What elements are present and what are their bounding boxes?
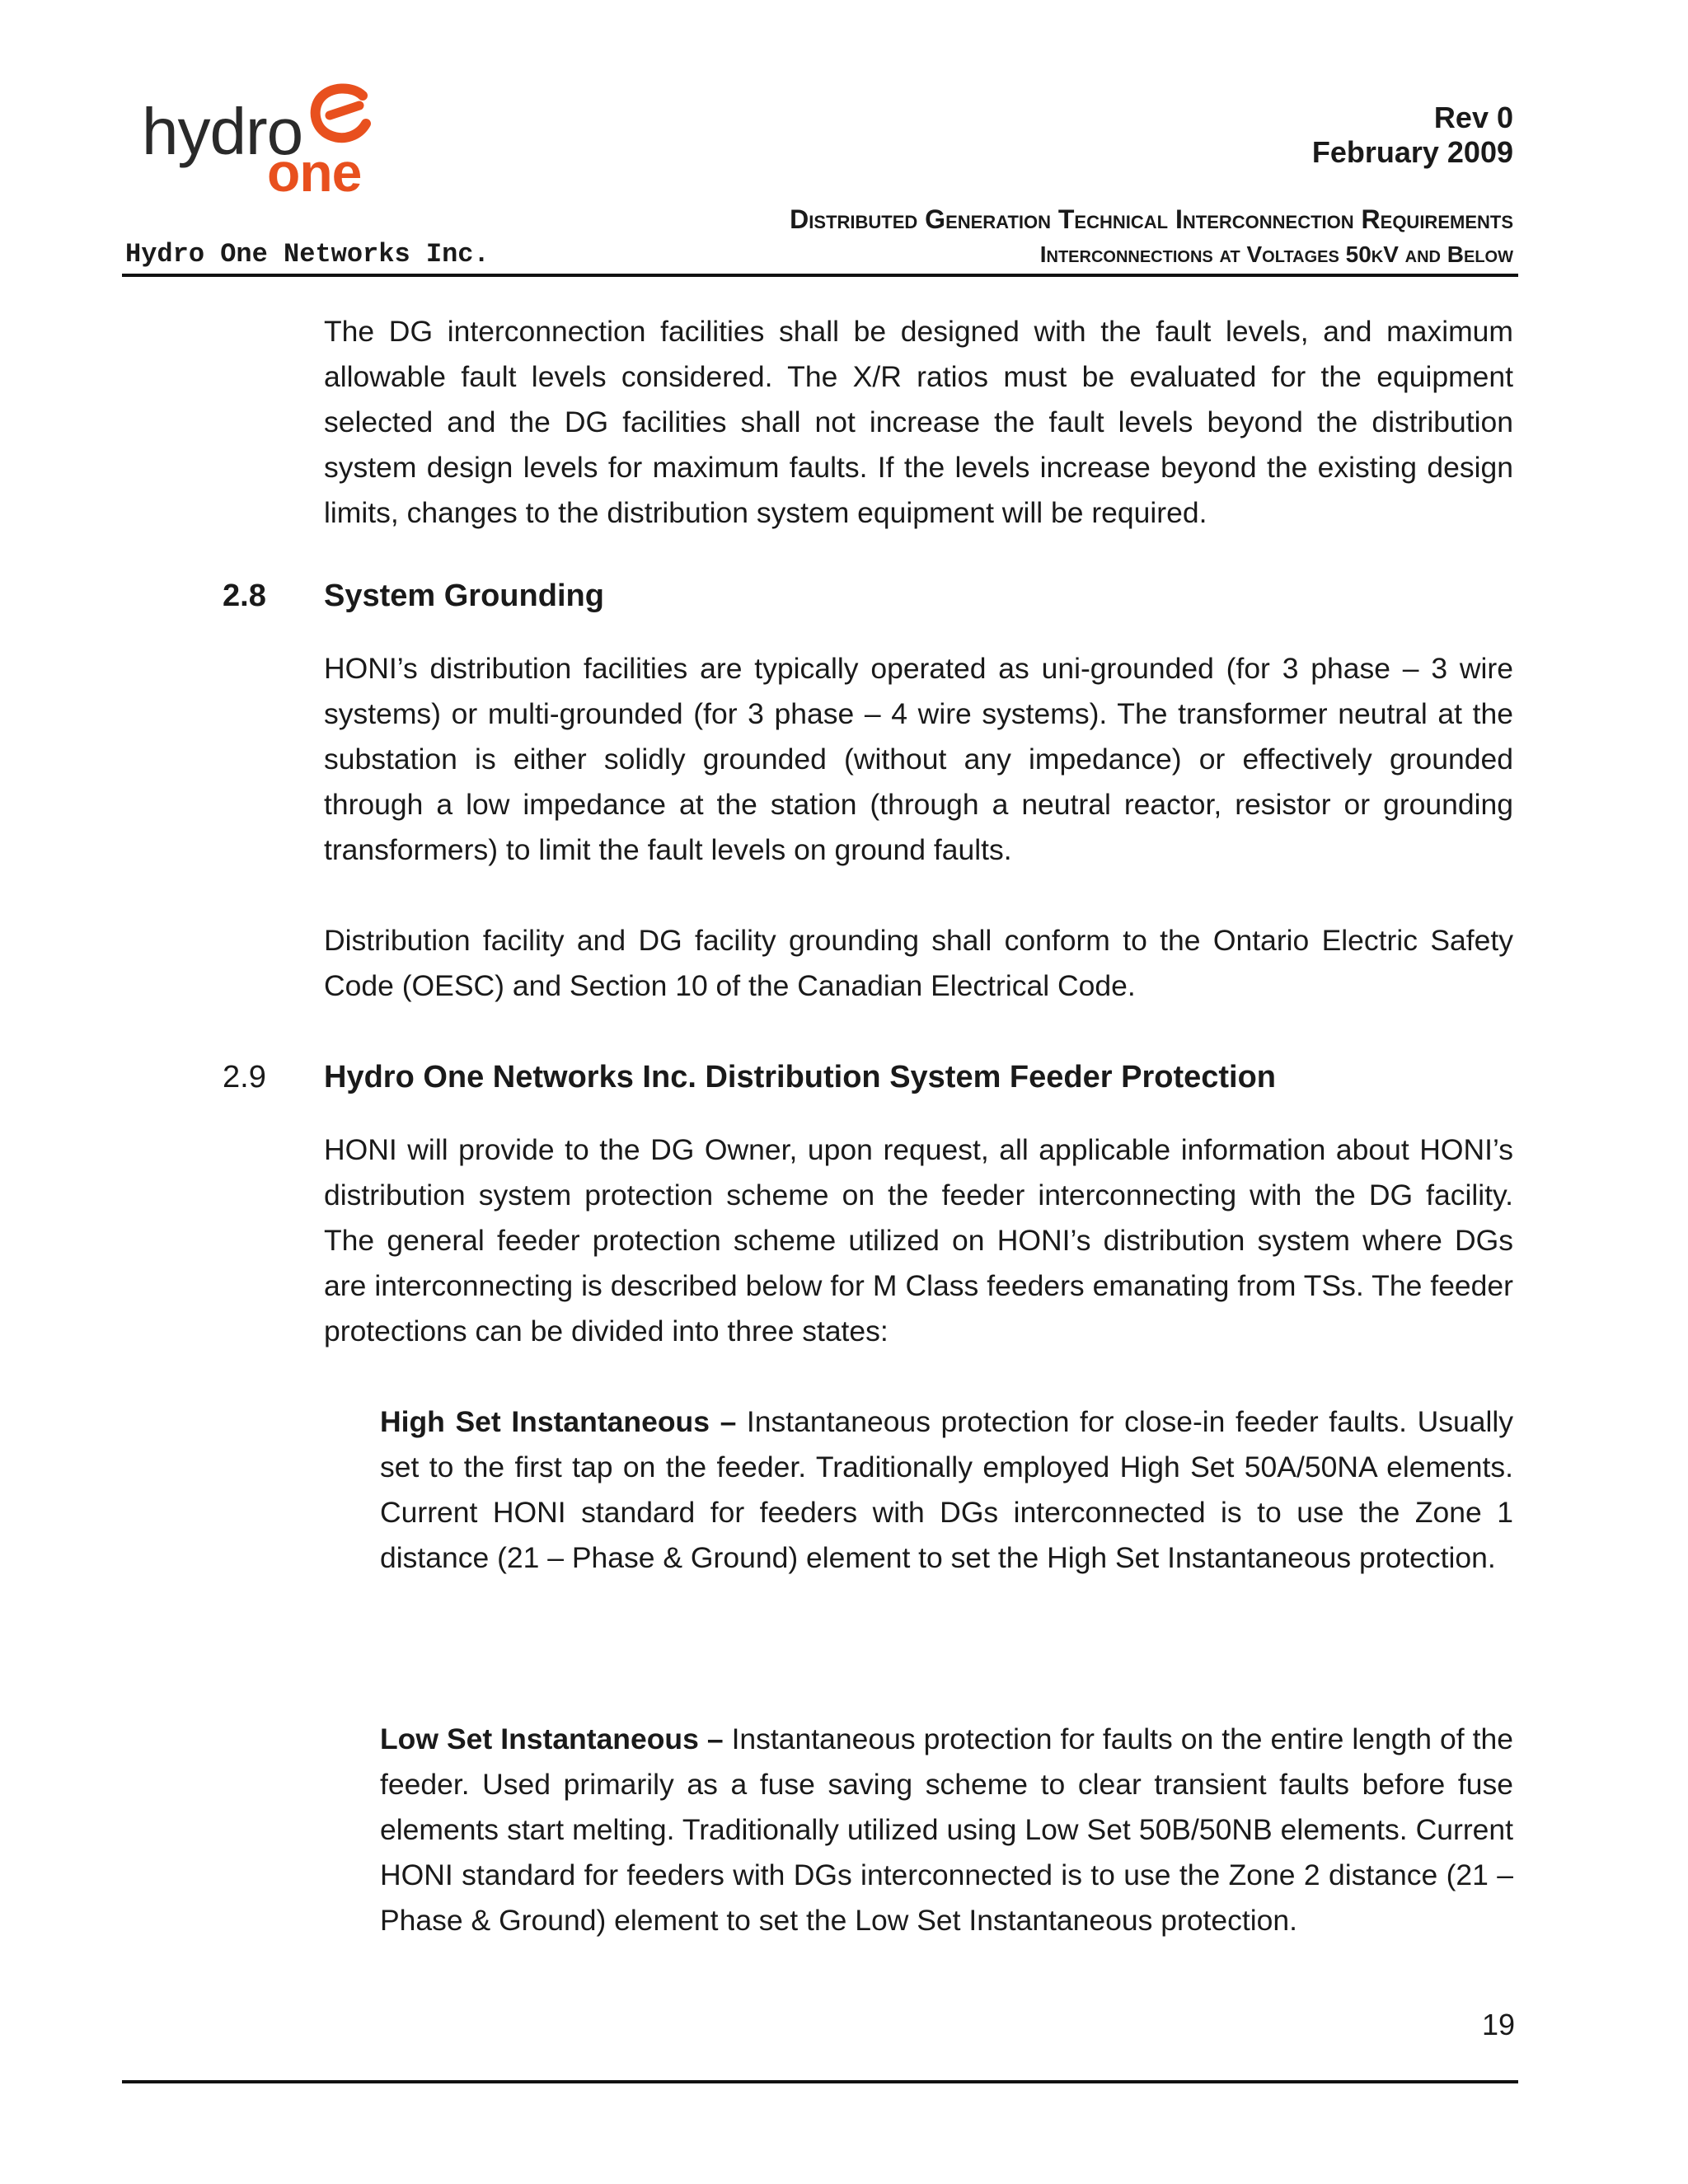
revision-label: Rev 0 xyxy=(1433,101,1513,134)
page-number: 19 xyxy=(1481,2008,1515,2041)
document-title: Distributed Generation Technical Interconnection Requirements xyxy=(790,204,1513,234)
section-title: Hydro One Networks Inc. Distribution System Feeder Protection xyxy=(324,1060,1277,1094)
grounding-paragraph-1: HONI’s distribution facilities are typically operated as uni-grounded (for 3 phase – 3 wire systems) or multi-grounded (for 3 phase – 4 wire systems). The transformer neutral at the substation is either solidly grounded (without any impedance) or effectively grounded through a low impedance at the station (through a neutral reactor, resistor or grounding transformers) to limit the fault levels on ground faults. xyxy=(324,652,1513,866)
section-heading-2-8 xyxy=(223,575,604,616)
section-heading-2-9 xyxy=(223,1057,1276,1098)
low-set-description: Instantaneous protection for faults on the entire length of the feeder. Used primarily as a fuse saving scheme to clear transient faults before fuse elements start melting. Traditionally utilized using Low Set 50B/50NB elements. Current HONI standard for feeders with DGs interconnected is to use the Zone 2 distance (21 – Phase & Ground) element to set the Low Set Instantaneous protection. xyxy=(380,1722,1513,1937)
revision-date: February 2009 xyxy=(1311,135,1513,169)
revision-block xyxy=(1312,101,1513,170)
intro-paragraph: The DG interconnection facilities shall be designed with the fault levels, and maximum allowable fault levels considered. The X/R ratios must be evaluated for the equipment selected and the DG facilities shall not increase the fault levels beyond the distribution system design levels for maximum faults. If the levels increase beyond the existing design limits, changes to the distribution system equipment will be required. xyxy=(324,315,1513,529)
high-set-description: Instantaneous protection for close-in feeder faults. Usually set to the first tap on the feeder. Traditionally employed High Set 50A/50NA elements. Current HONI standard for feeders with DGs interconnected is to use the Zone 1 distance (21 – Phase & Ground) element to set the High Set Instantaneous protection. xyxy=(380,1405,1513,1574)
high-set-term: High Set Instantaneous – xyxy=(380,1405,737,1438)
grounding-paragraph-2: Distribution facility and DG facility grounding shall conform to the Ontario Electric Safety Code (OESC) and Section 10 of the Canadian Electrical Code. xyxy=(324,924,1513,1002)
high-set-instantaneous-paragraph xyxy=(380,1399,1513,1581)
logo-word-hydro: hydro xyxy=(142,95,303,168)
feeder-protection-paragraph: HONI will provide to the DG Owner, upon request, all applicable information about HONI’s distribution system protection scheme on the feeder interconnecting with the DG facility. The general feeder protection scheme utilized on HONI’s distribution system where DGs are interconnecting is described below for M Class feeders emanating from TSs. The feeder protections can be divided into three states: xyxy=(324,1133,1513,1347)
section-title: System Grounding xyxy=(324,579,604,613)
logo-word-one: one xyxy=(267,142,362,203)
section-number: 2.9 xyxy=(223,1060,266,1094)
header-divider xyxy=(122,274,1518,277)
low-set-instantaneous-paragraph xyxy=(380,1717,1513,1943)
low-set-term: Low Set Instantaneous – xyxy=(380,1722,724,1755)
company-name: Hydro One Networks Inc. xyxy=(125,239,490,269)
hydro-one-logo xyxy=(142,81,389,203)
footer-divider xyxy=(122,2080,1518,2083)
document-subtitle: Interconnections at Voltages 50kV and Below xyxy=(1039,241,1513,267)
section-number: 2.8 xyxy=(223,579,266,613)
